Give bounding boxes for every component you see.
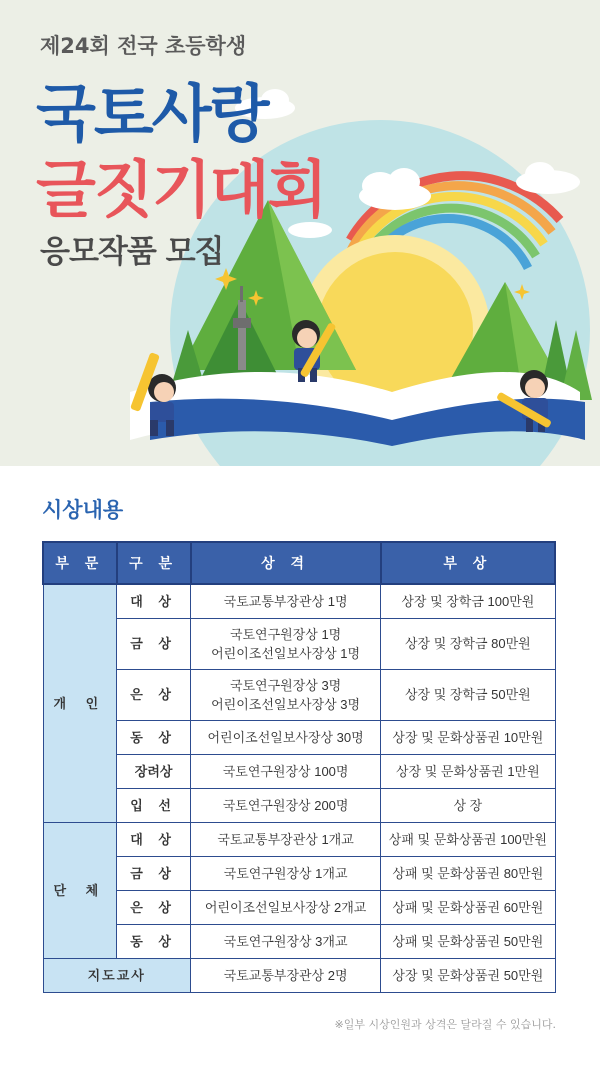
prize-cell: 상장 및 장학금 100만원: [381, 584, 555, 618]
contest-edition-subtitle: 제24회 전국 초등학생: [40, 34, 247, 58]
award-cell: 국토연구원장상 200명: [191, 788, 381, 822]
prize-cell: 상패 및 문화상품권 60만원: [381, 890, 555, 924]
award-cell: [191, 669, 381, 720]
header-division: 부 문: [43, 542, 117, 584]
award-cell: 국토교통부장관상 1명: [191, 584, 381, 618]
award-cell: 국토교통부장관상 1개교: [191, 822, 381, 856]
category-cell: 금 상: [117, 856, 191, 890]
awards-table: [42, 541, 556, 993]
prize-cell: 상 장: [381, 788, 555, 822]
awards-section-title: 시상내용: [42, 498, 124, 522]
award-cell: [191, 618, 381, 669]
header-prize: 부 상: [381, 542, 555, 584]
table-row: [43, 958, 555, 992]
prize-cell: 상장 및 장학금 80만원: [381, 618, 555, 669]
title-line-3: 응모작품 모집: [40, 234, 224, 270]
category-cell: 대 상: [117, 822, 191, 856]
prize-cell: 상장 및 문화상품권 10만원: [381, 720, 555, 754]
award-cell: 어린이조선일보사장상 30명: [191, 720, 381, 754]
prize-cell: 상장 및 문화상품권 1만원: [381, 754, 555, 788]
title-line-2: 글짓기대회: [36, 153, 326, 226]
header-category: 구 분: [117, 542, 191, 584]
category-cell: 은 상: [117, 669, 191, 720]
award-cell: 국토연구원장상 1개교: [191, 856, 381, 890]
group-label-group: 단 체: [43, 822, 117, 958]
table-row: [43, 788, 555, 822]
hero-banner: [0, 0, 600, 466]
group-label-teacher: 지도교사: [43, 958, 191, 992]
table-row: [43, 890, 555, 924]
prize-cell: 상장 및 문화상품권 50만원: [381, 958, 555, 992]
header-award: 상 격: [191, 542, 381, 584]
tower: [238, 300, 246, 370]
award-cell: 국토연구원장상 100명: [191, 754, 381, 788]
table-row: [43, 822, 555, 856]
group-label-individual: 개 인: [43, 584, 117, 822]
category-cell: 은 상: [117, 890, 191, 924]
award-cell: 국토연구원장상 3개교: [191, 924, 381, 958]
table-header-row: [43, 542, 555, 584]
footnote: ※일부 시상인원과 상격은 달라질 수 있습니다.: [334, 1018, 556, 1031]
table-row: [43, 720, 555, 754]
prize-cell: 상장 및 장학금 50만원: [381, 669, 555, 720]
table-row: [43, 924, 555, 958]
award-line: 어린이조선일보사장상 3명: [211, 696, 361, 712]
table-row: [43, 754, 555, 788]
prize-cell: 상패 및 문화상품권 100만원: [381, 822, 555, 856]
table-row: [43, 856, 555, 890]
category-cell: 금 상: [117, 618, 191, 669]
category-cell: 동 상: [117, 924, 191, 958]
category-cell: 입 선: [117, 788, 191, 822]
award-cell: 국토교통부장관상 2명: [191, 958, 381, 992]
title-line-1: 국토사랑: [36, 77, 268, 150]
table-row: [43, 669, 555, 720]
table-row: [43, 584, 555, 618]
award-line: 국토연구원장상 3명: [229, 677, 342, 693]
category-cell: 장려상: [117, 754, 191, 788]
award-cell: 어린이조선일보사장상 2개교: [191, 890, 381, 924]
category-cell: 동 상: [117, 720, 191, 754]
prize-cell: 상패 및 문화상품권 50만원: [381, 924, 555, 958]
award-line: 국토연구원장상 1명: [229, 626, 342, 642]
table-row: [43, 618, 555, 669]
award-line: 어린이조선일보사장상 1명: [211, 645, 361, 661]
prize-cell: 상패 및 문화상품권 80만원: [381, 856, 555, 890]
category-cell: 대 상: [117, 584, 191, 618]
